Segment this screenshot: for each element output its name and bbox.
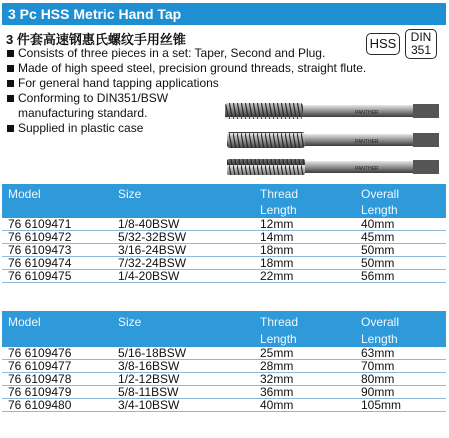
spec-table-1 <box>2 184 446 283</box>
cell-size: 3/4-10BSW <box>118 398 180 412</box>
header-size: Size <box>118 315 142 329</box>
cell-size: 5/32-32BSW <box>118 230 187 244</box>
cell-size: 1/4-20BSW <box>118 269 180 283</box>
header-size: Size <box>118 187 142 201</box>
header-overall: Overall <box>361 187 400 201</box>
cell-model: 76 6109471 <box>8 217 72 231</box>
tap-plug <box>227 159 439 175</box>
hss-badge <box>366 33 400 55</box>
cell-thread-length: 25mm <box>260 346 294 360</box>
cell-size: 3/16-24BSW <box>118 243 187 257</box>
feature-bullet <box>6 46 426 61</box>
din-badge-line1: DIN <box>410 30 432 44</box>
cell-model: 76 6109478 <box>8 372 72 386</box>
cell-thread-length: 18mm <box>260 243 294 257</box>
feature-text: Conforming to DIN351/BSW <box>18 91 169 105</box>
cell-model: 76 6109474 <box>8 256 72 270</box>
cell-thread-length: 22mm <box>260 269 294 283</box>
feature-bullet <box>6 61 426 76</box>
cell-overall-length: 90mm <box>361 385 395 399</box>
feature-bullet <box>6 76 426 91</box>
tap-second <box>227 132 439 148</box>
header-thread-length: Length <box>260 332 297 346</box>
cell-model: 76 6109476 <box>8 346 72 360</box>
cell-size: 5/16-18BSW <box>118 346 187 360</box>
cell-overall-length: 40mm <box>361 217 395 231</box>
feature-text: Supplied in plastic case <box>18 121 144 135</box>
header-model: Model <box>8 187 41 201</box>
cell-overall-length: 63mm <box>361 346 395 360</box>
table-row <box>2 270 446 283</box>
table-row <box>2 399 446 412</box>
cell-overall-length: 56mm <box>361 269 395 283</box>
din-badge-line2: 351 <box>410 43 432 57</box>
cell-overall-length: 70mm <box>361 359 395 373</box>
cell-thread-length: 12mm <box>260 217 294 231</box>
cell-model: 76 6109477 <box>8 359 72 373</box>
header-thread-length: Length <box>260 203 297 217</box>
table-header <box>2 311 446 347</box>
cell-thread-length: 18mm <box>260 256 294 270</box>
cell-model: 76 6109479 <box>8 385 72 399</box>
tap-brand-label: PANTHER <box>355 139 379 145</box>
cell-overall-length: 50mm <box>361 243 395 257</box>
cell-thread-length: 36mm <box>260 385 294 399</box>
din-badge <box>405 29 437 59</box>
cell-model: 76 6109475 <box>8 269 72 283</box>
tap-brand-label: PANTHER <box>355 110 379 116</box>
header-thread: Thread <box>260 187 299 201</box>
cell-model: 76 6109473 <box>8 243 72 257</box>
header-thread: Thread <box>260 315 299 329</box>
feature-text-continued: manufacturing standard. <box>18 106 148 120</box>
header-overall: Overall <box>361 315 400 329</box>
cell-size: 1/2-12BSW <box>118 372 180 386</box>
feature-text: Consists of three pieces in a set: Taper, Second and Plug. <box>18 46 326 60</box>
spec-table-2 <box>2 311 446 412</box>
header-overall-length: Length <box>361 203 398 217</box>
feature-text: Made of high speed steel, precision ground threads, straight flute. <box>18 61 367 75</box>
cell-overall-length: 80mm <box>361 372 395 386</box>
cell-thread-length: 14mm <box>260 230 294 244</box>
cell-thread-length: 28mm <box>260 359 294 373</box>
cell-thread-length: 40mm <box>260 398 294 412</box>
cell-size: 1/8-40BSW <box>118 217 180 231</box>
cell-model: 76 6109472 <box>8 230 72 244</box>
cell-overall-length: 45mm <box>361 230 395 244</box>
tap-brand-label: PANTHER <box>355 166 379 172</box>
hss-badge-text: HSS <box>369 36 397 51</box>
hand-tap-set-image <box>225 101 439 181</box>
cell-overall-length: 105mm <box>361 398 402 412</box>
cell-size: 7/32-24BSW <box>118 256 187 270</box>
feature-text: For general hand tapping applications <box>18 76 219 90</box>
header-title: 3 Pc HSS Metric Hand Tap <box>8 6 182 22</box>
chinese-subtitle: 3 件套高速钢惠氏螺纹手用丝锥 <box>6 32 186 47</box>
cell-overall-length: 50mm <box>361 256 395 270</box>
cell-model: 76 6109480 <box>8 398 72 412</box>
table-header <box>2 184 446 218</box>
cell-size: 5/8-11BSW <box>118 385 179 399</box>
cell-thread-length: 32mm <box>260 372 294 386</box>
page-header <box>2 3 446 25</box>
header-model: Model <box>8 315 41 329</box>
cell-size: 3/8-16BSW <box>118 359 180 373</box>
header-overall-length: Length <box>361 332 398 346</box>
tap-taper <box>225 103 439 119</box>
